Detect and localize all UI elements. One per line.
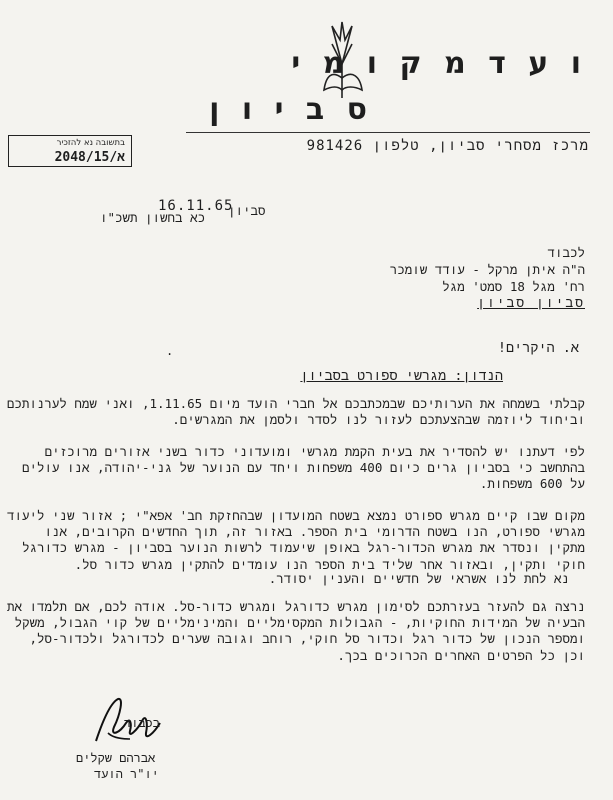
reference-number: א/2048/15 bbox=[54, 150, 125, 165]
body-paragraph: נא לחת לנו אשראי של חדשיים והענין יסודר. bbox=[268, 571, 569, 586]
reference-box bbox=[8, 135, 132, 167]
signer-title: יו"ר הועד bbox=[94, 767, 159, 781]
recipient-to-label: לכבוד bbox=[547, 245, 585, 260]
salutation: א. היקרים! bbox=[497, 340, 579, 356]
closing-greeting: בכבוד bbox=[124, 716, 161, 730]
stray-dot: . bbox=[166, 344, 174, 358]
org-name: ו ע ד מ ק ו מ י bbox=[291, 46, 587, 81]
body-paragraph: קבלתי בשמחה את הערותיכם שבמכתבכם אל חברי הועד מיום 1.11.65, ואני שמח לערנותכם וביחוד ליוזמה שבהצעתכם לעזור לנו לסדר ולסמן את המגרשים. bbox=[6, 396, 585, 428]
body-paragraph: לפי דעתנו יש להסדיר את בעית הקמת מגרשי ומועדוני כדור בשני אזורים מרוכזים בהתחשב כי בסביון גרים כיום 400 משפחות ויחד עם הנוער של גני-יהודה, אנו עולים על 600 משפחות. bbox=[21, 444, 585, 492]
recipient-line-3: סביון סביון bbox=[477, 296, 585, 311]
recipient-line-1: ה"ה איתן מרקל - עודד שומכר bbox=[389, 262, 585, 277]
address-line: מרכז מסחרי סביון, טלפון 981426 bbox=[306, 138, 589, 154]
date-gregorian: 16.11.65 bbox=[158, 198, 234, 214]
reference-label: בתשובה נא להזכיר bbox=[56, 138, 125, 148]
body-paragraph: נרצה גם להעזר בעזרתכם לסימון מגרש כדורגל ומגרש כדור-סל. אודה לכם, אם תלמדו את הבעיה של המידות החוקיות, - הגבולות המקסימליים והמינימליים של קוי הגבול, משקל ומספר הנכון של כדור רגל וכדור סל חוקי, רוחב וגובה שערים לכדורגל ולכדור-סל, וכן כל הפרטים האחרים הכרוכים בכך. bbox=[7, 599, 585, 663]
header-rule bbox=[186, 132, 590, 133]
subject-line: הנדון: מגרשי ספורט בסביון bbox=[300, 368, 503, 384]
place-name: ס ב י ו ן bbox=[209, 92, 373, 127]
date-hebrew: כא בחשון תשכ"ו bbox=[100, 210, 206, 225]
date-town: סביון bbox=[228, 203, 266, 218]
signer-name: אברהם שקלים bbox=[76, 751, 156, 765]
body-paragraph: מקום שבו קיים מגרש ספורט נמצא בשטח המועדון שבהחזקת חב' אפא"י ; אזור שני ליעוד מגרשי ספורט, הנו בשטח הדרומי בית הספר. באזור זה, תוך החדשים הקרובים, אנו מתקין ונסדר את מגרש הכדור-רגל באופן שיעמוד לרשות הנוער בסביון - מגרש כדורגל חוקי ותקין, ובאזור אחר שליד בית הספר הנו עומדים להתקין מגרש כדור סל. bbox=[6, 508, 585, 572]
recipient-line-2: רח' מגל 18 סמט' מגל bbox=[442, 279, 585, 294]
